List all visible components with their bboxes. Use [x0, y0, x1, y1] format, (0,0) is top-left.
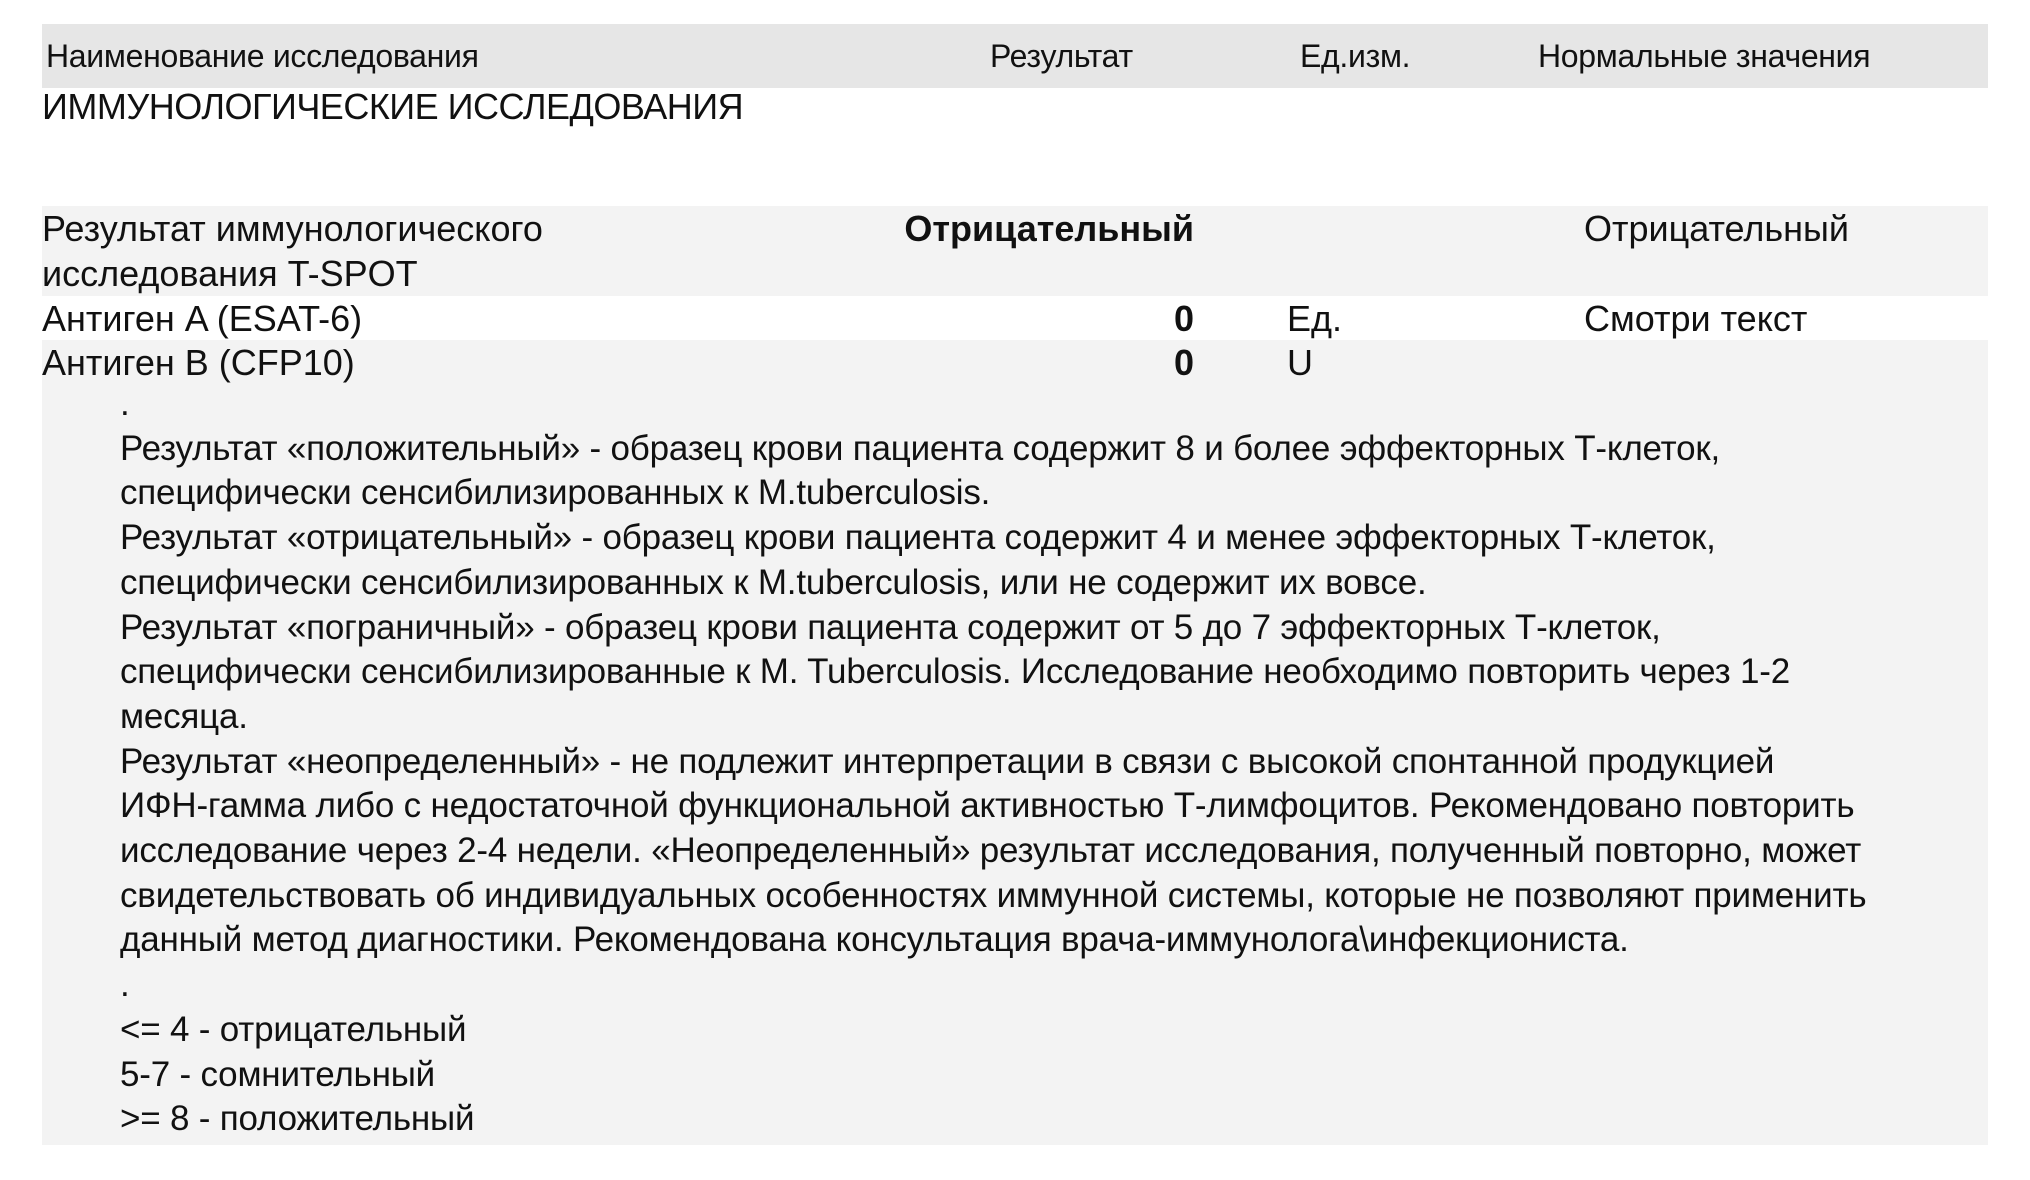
comment-line: >= 8 - положительный — [120, 1099, 475, 1139]
comment-line: ИФН-гамма либо с недостаточной функциональной активностью Т-лимфоцитов. Рекомендовано повторить — [120, 786, 1855, 826]
header-norm: Нормальные значения — [1538, 38, 1871, 74]
table-row — [42, 206, 1988, 296]
test-norm: Смотри текст — [1584, 298, 1808, 339]
header-name: Наименование исследования — [46, 38, 479, 74]
test-result: 0 — [1173, 298, 1194, 339]
test-name-line: исследования T-SPOT — [42, 253, 418, 294]
test-name — [42, 206, 543, 296]
comment-line: Результат «положительный» - образец крови пациента содержит 8 и более эффекторных Т-клеток, — [120, 428, 1721, 468]
interpretation-comment — [120, 382, 1980, 1142]
table-row — [42, 296, 1988, 340]
test-unit: U — [1287, 342, 1313, 383]
comment-line: данный метод диагностики. Рекомендована консультация врача-иммунолога\инфекциониста. — [120, 920, 1629, 960]
comment-line: 5-7 - сомнительный — [120, 1054, 436, 1094]
header-result: Результат — [990, 38, 1133, 74]
comment-line: . — [120, 965, 130, 1005]
comment-line: месяца. — [120, 696, 248, 736]
header-unit: Ед.изм. — [1300, 38, 1411, 74]
comment-line: . — [120, 384, 130, 423]
comment-line: Результат «отрицательный» - образец крови пациента содержит 4 и менее эффекторных Т-клеток, — [120, 518, 1716, 558]
table-row — [42, 340, 1988, 1145]
comment-line: специфически сенсибилизированных к M.tuberculosis, или не содержит их вовсе. — [120, 562, 1427, 602]
test-name: Антиген B (CFP10) — [42, 342, 355, 383]
section-title: ИММУНОЛОГИЧЕСКИЕ ИССЛЕДОВАНИЯ — [42, 86, 744, 127]
comment-line: Результат «пограничный» - образец крови пациента содержит от 5 до 7 эффекторных Т-клеток, — [120, 607, 1661, 647]
test-name: Антиген A (ESAT-6) — [42, 298, 363, 339]
comment-line: специфически сенсибилизированные к M. Tuberculosis. Исследование необходимо повторить через 1-2 — [120, 652, 1790, 692]
test-unit: Ед. — [1287, 298, 1343, 339]
test-result: 0 — [1173, 342, 1194, 383]
comment-line: свидетельствовать об индивидуальных особенностях иммунной системы, которые не позволяют применить — [120, 875, 1867, 915]
test-name-line: Результат иммунологического — [42, 208, 543, 249]
test-norm: Отрицательный — [1584, 208, 1850, 249]
comment-line: Результат «неопределенный» - не подлежит интерпретации в связи с высокой спонтанной продукцией — [120, 741, 1775, 781]
test-result: Отрицательный — [904, 208, 1194, 249]
comment-line: исследование через 2-4 недели. «Неопределенный» результат исследования, полученный повторно, может — [120, 831, 1862, 871]
comment-line: <= 4 - отрицательный — [120, 1009, 467, 1049]
table-header — [42, 24, 1988, 88]
comment-line: специфически сенсибилизированных к M.tuberculosis. — [120, 473, 991, 513]
